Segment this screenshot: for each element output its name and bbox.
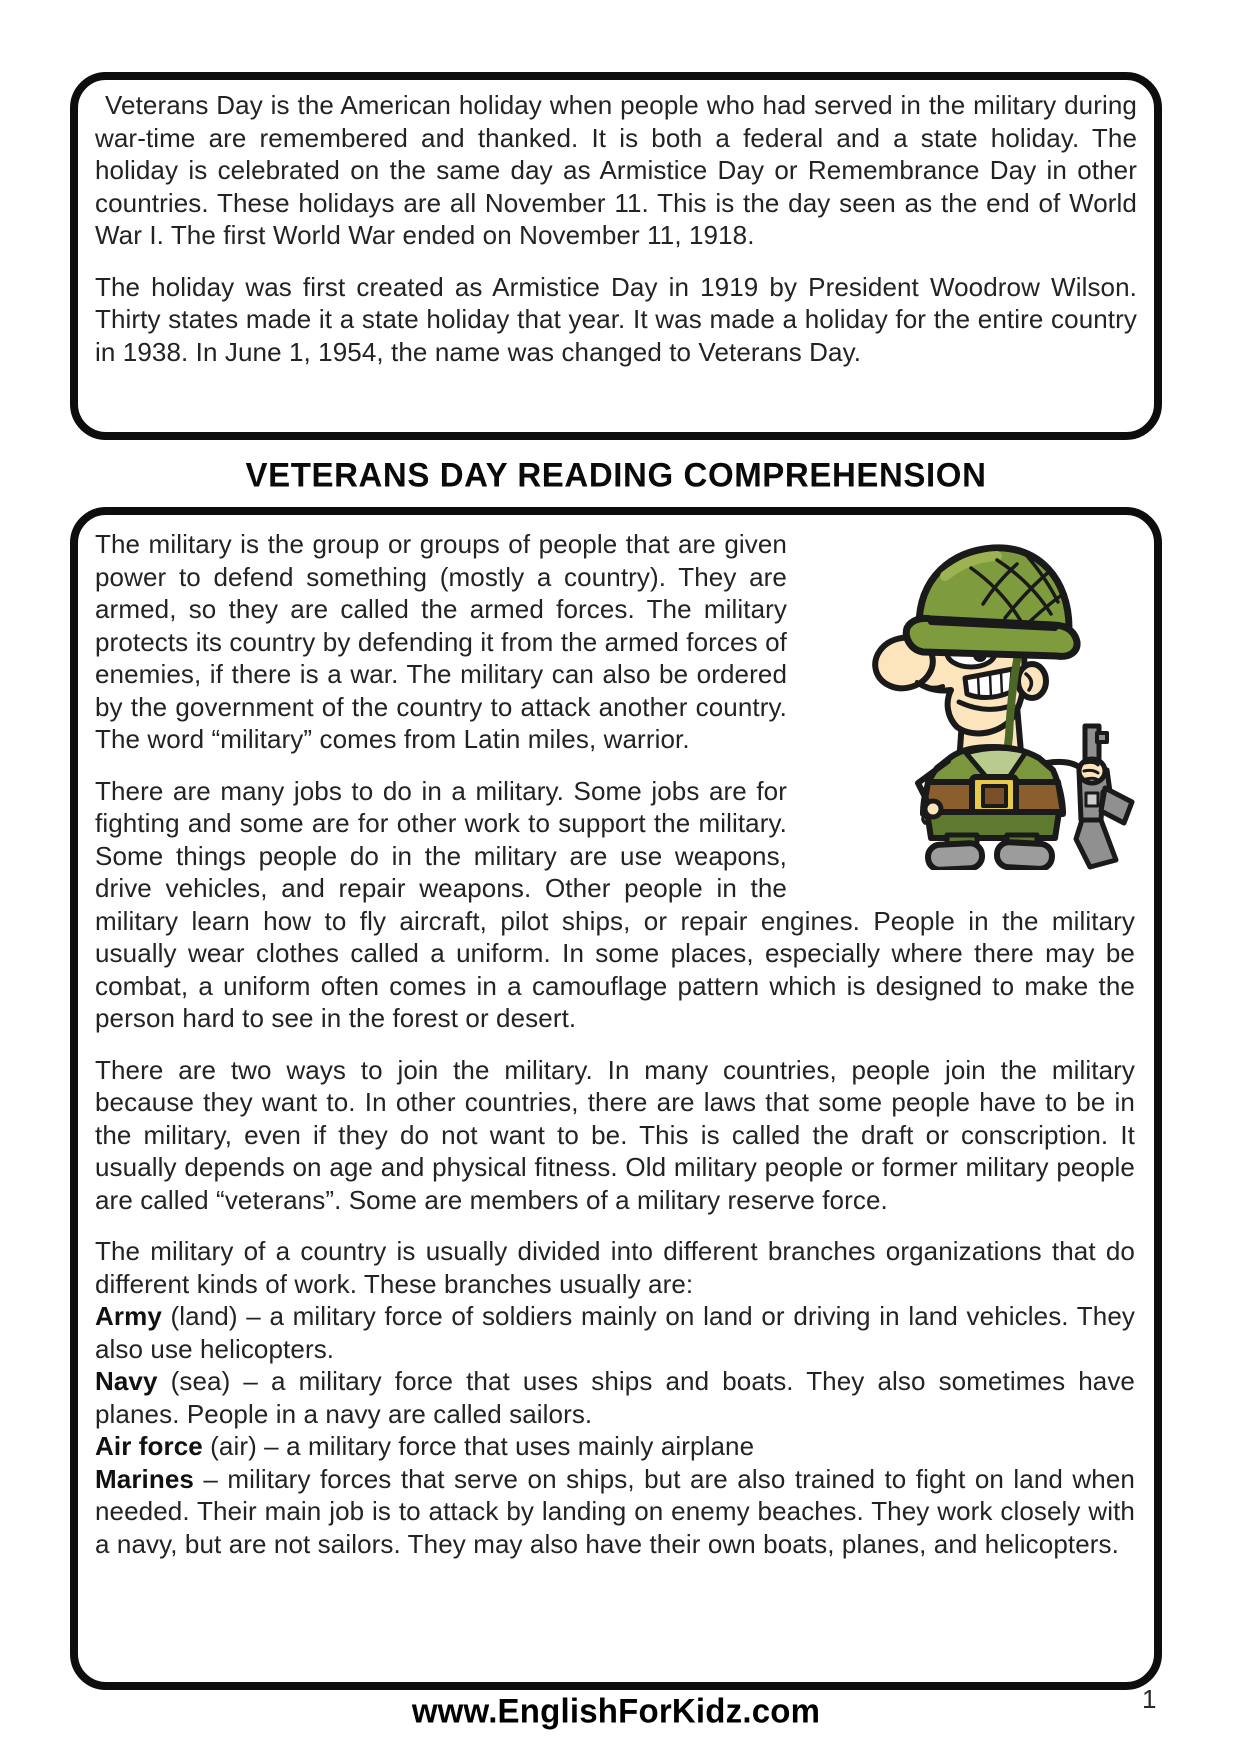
- soldier-illustration: [801, 530, 1135, 896]
- soldier-boot-right: [996, 842, 1052, 870]
- branch-air-force-text: (air) – a military force that uses mainly airplane: [202, 1431, 755, 1461]
- passage-paragraph-3: There are two ways to join the military. In many countries, people join the military because they want to. In other countries, there are laws that some people have to be in the military, even if they do not want to be. This is called the draft or conscription. It usually depends on age and physical fitness. Old military people or former military people are called “veterans”. Some are members of a military reserve force.: [95, 1054, 1135, 1215]
- page-number: 1: [1142, 1684, 1157, 1714]
- passage-paragraph-1: The military is the group or groups of people that are given power to defend something (mostly a country). They are armed, so they are called the armed forces. The military protects its country by defending it from the armed forces of enemies, if there is a war. The military can also be ordered by the government of the country to attack another country. The word “military” comes from Latin miles, warrior.: [95, 529, 787, 754]
- intro-paragraph-1: Veterans Day is the American holiday when people who had served in the military during war-time are remembered and thanked. It is both a federal and a state holiday. The holiday is celebrated on the same day as Armistice Day or Remembrance Day in other countries. These holidays are all November 11. This is the day seen as the end of World War I. The first World War ended on November 11, 1918.: [95, 90, 1137, 250]
- passage-box: [70, 507, 1162, 1690]
- intro-paragraph-2: The holiday was first created as Armistice Day in 1919 by President Woodrow Wilson. Thirty states made it a state holiday that year. It was made a holiday for the entire country in 1938. In June 1, 1954, the name was changed to Veterans Day.: [95, 271, 1137, 367]
- branch-marines: [95, 1463, 1135, 1561]
- branch-navy: [95, 1365, 1135, 1430]
- branch-air-force: [95, 1430, 1135, 1463]
- soldier-boot-left: [927, 843, 982, 870]
- page-content: [70, 72, 1162, 1690]
- branch-army-text: (land) – a military force of soldiers mainly on land or driving in land vehicles. They also use helicopters.: [95, 1301, 1135, 1364]
- branch-navy-text: (sea) – a military force that uses ships and boats. They also sometimes have planes. People in a navy are called sailors.: [95, 1366, 1135, 1429]
- branch-marines-label: Marines: [95, 1463, 194, 1494]
- branch-navy-label: Navy: [95, 1366, 158, 1396]
- passage-paragraph-4: The military of a country is usually divided into different branches organizations that do different kinds of work. These branches usually are:: [95, 1236, 1135, 1299]
- intro-box: [70, 72, 1162, 440]
- branch-army-label: Army: [95, 1301, 162, 1331]
- footer-website-link: www.EnglishForKidz.com: [411, 1691, 821, 1730]
- cartoon-soldier-image: [801, 530, 1135, 870]
- branch-army: [95, 1300, 1135, 1365]
- rifle-icon: [1076, 726, 1132, 867]
- branch-marines-text: – military forces that serve on ships, but are also trained to fight on land when needed. Their main job is to attack by landing on enemy beaches. They work closely with a navy, but are not sailors. They may also have their own boats, planes, and helicopters.: [95, 1463, 1135, 1559]
- passage-paragraph-2: There are many jobs to do in a military. Some jobs are for fighting and some are for other work to support the military. Some things people do in the military are use weapons, drive vehicles, and repair weapons. Other people in the military learn how to fly aircraft, pilot ships, or repair engines. People in the military usually wear clothes called a uniform. In some places, especially where there may be combat, a uniform often comes in a camouflage pattern which is designed to make the person hard to see in the forest or desert.: [95, 775, 1135, 1033]
- branch-air-force-label: Air force: [95, 1431, 203, 1461]
- page-title: VETERANS DAY READING COMPREHENSION: [245, 455, 987, 494]
